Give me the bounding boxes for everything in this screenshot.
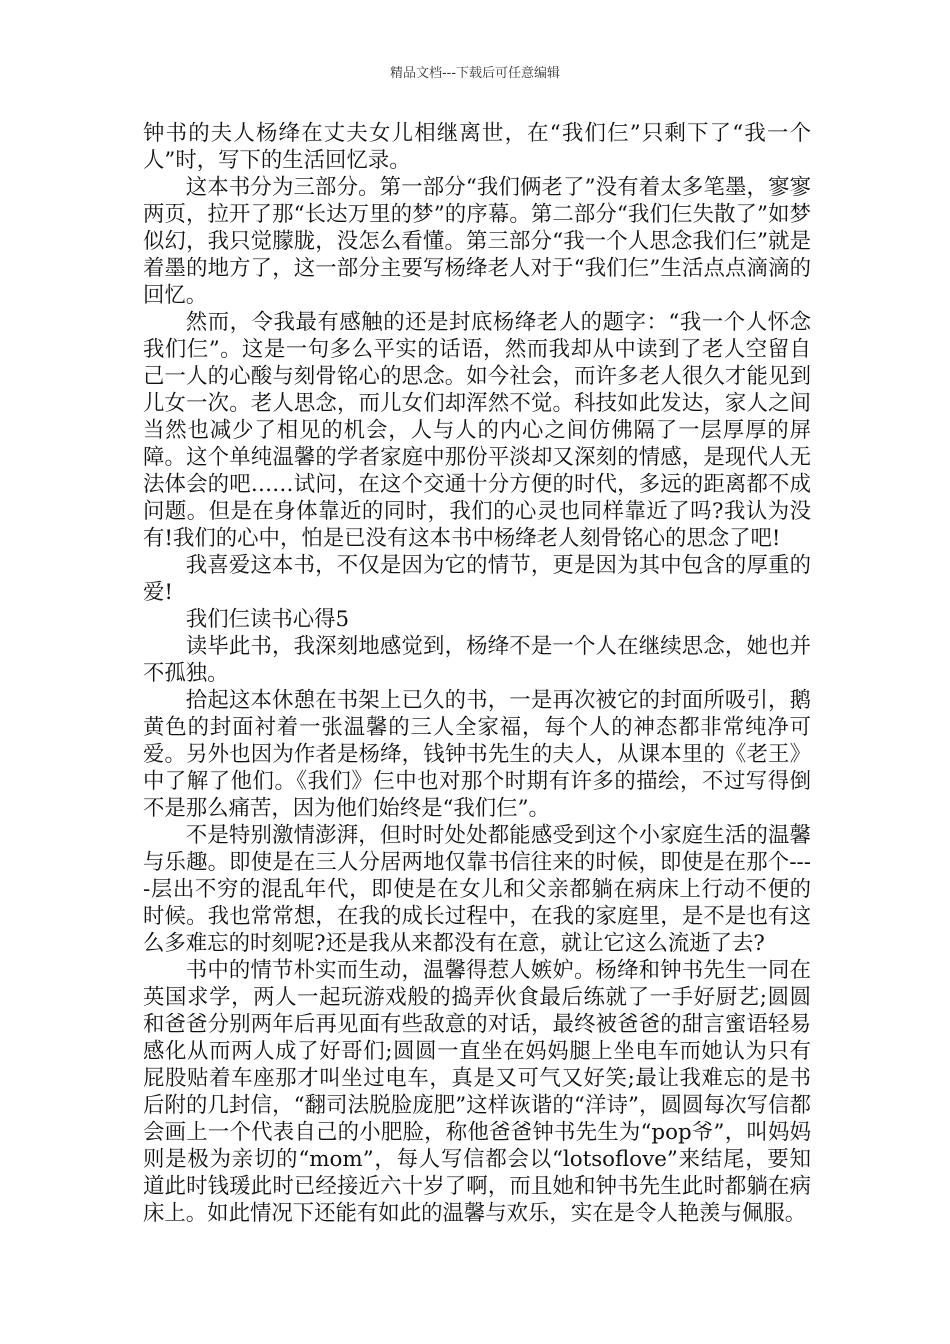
- section-heading: 我们仨读书心得5: [185, 607, 350, 632]
- paragraph-4: 我喜爱这本书，不仅是因为它的情节，更是因为其中包含的厚重的爱!: [143, 553, 811, 605]
- page-header: 精品文档---下载后可任意编辑: [389, 66, 561, 81]
- paragraph-8: 书中的情节朴实而生动，温馨得惹人嫉妒。杨绛和钟书先生一同在英国求学，两人一起玩游戏般的捣弄伙食最后练就了一手好厨艺;圆圆和爸爸分别两年后再见面有些敌意的对话，最终被爸爸的甜言蜜语轻易感化从而两人成了好哥们;圆圆一直坐在妈妈腿上坐电车而她认为只有屁股贴着车座那才叫坐过电车，真是又可气又好笑;最让我难忘的是书后附的几封信，“翻司法脱脸庞肥”这样诙谐的“洋诗”，圆圆每次写信都会画上一个代表自己的小肥脸，称他爸爸钟书先生为“pop爷”，叫妈妈则是极为亲切的“mom”，每人写信都会以“lotsoflove”来结尾，要知道此时钱瑗此时已经接近六十岁了啊，而且她和钟书先生此时都躺在病床上。如此情况下还能有如此的温馨与欢乐，实在是令人艳羡与佩服。: [143, 958, 811, 1226]
- paragraph-5: 读毕此书，我深刻地感觉到，杨绛不是一个人在继续思念，她也并不孤独。: [143, 634, 811, 686]
- paragraph-1: 钟书的夫人杨绛在丈夫女儿相继离世，在“我们仨”只剩下了“我一个人”时，写下的生活回忆录。: [143, 121, 811, 173]
- paragraph-3: 然而，令我最有感触的还是封底杨绛老人的题字：“我一个人怀念我们仨”。这是一句多么平实的话语，然而我却从中读到了老人空留自己一人的心酸与刻骨铭心的思念。如今社会，而许多老人很久才能见到儿女一次。老人思念，而儿女们却浑然不觉。科技如此发达，家人之间当然也减少了相见的机会，人与人的内心之间仿佛隔了一层厚厚的屏障。这个单纯温馨的学者家庭中那份平淡却又深刻的情感，是现代人无法体会的吧……试问，在这个交通十分方便的时代，多远的距离都不成问题。但是在身体靠近的同时，我们的心灵也同样靠近了吗?我认为没有!我们的心中，怕是已没有这本书中杨绛老人刻骨铭心的思念了吧!: [143, 310, 811, 551]
- document-body: [143, 120, 811, 1227]
- paragraph-6: 拾起这本休憩在书架上已久的书，一是再次被它的封面所吸引，鹅黄色的封面衬着一张温馨的三人全家福，每个人的神态都非常纯净可爱。另外也因为作者是杨绛，钱钟书先生的夫人，从课本里的《老王》中了解了他们。《我们》仨中也对那个时期有许多的描绘，不过写得倒不是那么痛苦，因为他们始终是“我们仨”。: [143, 688, 811, 821]
- paragraph-7: 不是特别激情澎湃，但时时处处都能感受到这个小家庭生活的温馨与乐趣。即使是在三人分居两地仅靠书信往来的时候，即使是在那个----层出不穷的混乱年代，即使是在女儿和父亲都躺在病床上行动不便的时候。我也常常想，在我的成长过程中，在我的家庭里，是不是也有这么多难忘的时刻呢?还是我从来都没有在意，就让它这么流逝了去?: [143, 823, 811, 956]
- paragraph-2: 这本书分为三部分。第一部分“我们俩老了”没有着太多笔墨，寥寥两页，拉开了那“长达万里的梦”的序幕。第二部分“我们仨失散了”如梦似幻，我只觉朦胧，没怎么看懂。第三部分“我一个人思念我们仨”就是着墨的地方了，这一部分主要写杨绛老人对于“我们仨”生活点点滴滴的回忆。: [143, 175, 811, 308]
